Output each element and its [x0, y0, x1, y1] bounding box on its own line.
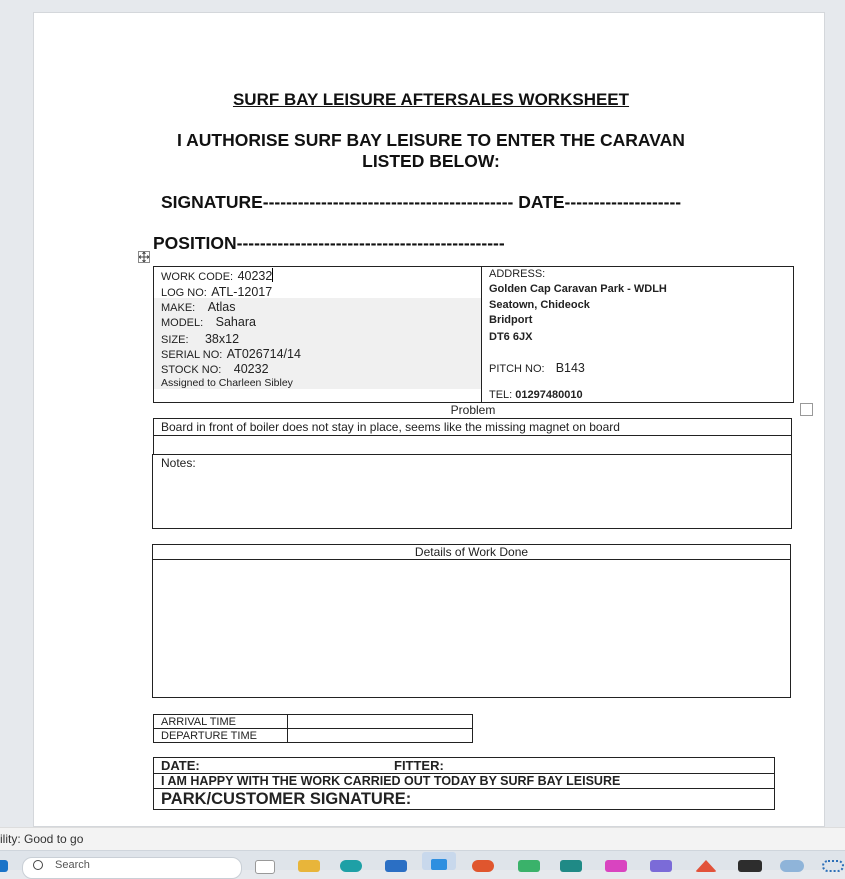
make-label: MAKE:	[161, 302, 196, 314]
problem-blank-row[interactable]	[153, 435, 792, 455]
problem-description-cell[interactable]	[153, 418, 792, 436]
search-app-icon[interactable]	[780, 860, 804, 872]
pitch-label: PITCH NO:	[489, 363, 545, 375]
outlook-icon[interactable]	[385, 860, 407, 872]
date-fitter-row[interactable]	[153, 757, 775, 774]
serial-label: SERIAL NO:	[161, 349, 223, 361]
pitch-row[interactable]	[489, 361, 585, 375]
work-done-header: Details of Work Done	[414, 545, 529, 559]
customer-signature-label: PARK/CUSTOMER SIGNATURE:	[161, 790, 412, 808]
terminal-icon[interactable]	[738, 860, 762, 872]
tel-value[interactable]: 01297480010	[515, 389, 583, 401]
make-value[interactable]: Atlas	[207, 300, 236, 314]
caravan-info-table	[153, 266, 794, 403]
authorisation-line-1: I AUTHORISE SURF BAY LEISURE TO ENTER THE CARAVAN	[177, 130, 685, 150]
happy-row[interactable]	[153, 773, 775, 789]
address-line-3: Bridport	[489, 314, 533, 326]
position-line: POSITION----------------------------------------------	[153, 233, 505, 253]
text-cursor	[272, 268, 273, 282]
size-value[interactable]: 38x12	[204, 332, 240, 346]
happy-statement: I AM HAPPY WITH THE WORK CARRIED OUT TODAY BY SURF BAY LEISURE	[161, 774, 621, 788]
stock-value[interactable]: 40232	[233, 362, 269, 376]
problem-header: Problem	[450, 403, 496, 417]
accessibility-status[interactable]: ility: Good to go	[0, 832, 84, 846]
start-icon[interactable]	[0, 860, 8, 872]
size-label: SIZE:	[161, 334, 189, 346]
file-explorer-icon[interactable]	[298, 860, 320, 872]
word-active-icon[interactable]	[422, 852, 456, 870]
taskbar-search-box[interactable]	[22, 857, 242, 879]
worksheet-title: SURF BAY LEISURE AFTERSALES WORKSHEET	[232, 90, 630, 109]
authorisation-line-2: LISTED BELOW:	[362, 151, 500, 171]
sheets-icon[interactable]	[518, 860, 540, 872]
log-no-value[interactable]: ATL-12017	[211, 285, 273, 299]
work-code-value[interactable]: 40232	[237, 269, 273, 283]
app-icon-teal[interactable]	[560, 860, 582, 872]
app-icon-pink[interactable]	[605, 860, 627, 872]
address-line-1: Golden Cap Caravan Park - WDLH	[489, 283, 667, 295]
arrival-label: ARRIVAL TIME	[161, 716, 236, 728]
address-line-2: Seatown, Chideock	[489, 299, 590, 311]
stock-label: STOCK NO:	[161, 364, 222, 376]
model-label: MODEL:	[161, 317, 204, 329]
serial-value[interactable]: AT026714/14	[226, 347, 301, 361]
work-done-cell[interactable]	[152, 559, 791, 698]
authorisation-text	[0, 130, 845, 172]
departure-row[interactable]	[153, 728, 473, 743]
departure-label: DEPARTURE TIME	[161, 730, 257, 742]
customer-signature-row[interactable]	[153, 788, 775, 810]
settings-icon[interactable]	[822, 860, 844, 872]
table-move-handle-icon[interactable]	[138, 251, 150, 263]
date-label: DATE:	[161, 758, 200, 773]
app-icon-red[interactable]	[695, 860, 717, 872]
address-label: ADDRESS:	[489, 268, 546, 280]
work-code-label: WORK CODE:	[161, 271, 234, 283]
tel-row[interactable]	[489, 389, 583, 401]
address-line-4: DT6 6JX	[489, 331, 533, 343]
log-no-label: LOG NO:	[161, 287, 207, 299]
chrome-icon[interactable]	[472, 860, 494, 872]
notes-cell[interactable]	[152, 454, 792, 529]
table-end-marker	[800, 403, 813, 416]
status-bar	[0, 827, 845, 850]
work-done-header-cell	[152, 544, 791, 560]
fitter-label: FITTER:	[394, 758, 444, 773]
assigned-to: Assigned to Charleen Sibley	[161, 377, 293, 389]
taskbar-search-label: Search	[55, 859, 90, 871]
problem-description: Board in front of boiler does not stay in place, seems like the missing magnet on board	[161, 420, 620, 434]
teams-icon[interactable]	[650, 860, 672, 872]
task-view-icon[interactable]	[255, 860, 275, 874]
edge-icon[interactable]	[340, 860, 362, 872]
tel-label: TEL:	[489, 389, 513, 401]
signature-date-line: SIGNATURE------------------------------------------- DATE--------------------	[161, 192, 682, 212]
pitch-value[interactable]: B143	[555, 361, 585, 375]
arrival-row[interactable]	[153, 714, 473, 729]
taskbar	[0, 850, 845, 870]
stock-row[interactable]	[161, 360, 269, 378]
model-row[interactable]	[161, 313, 256, 331]
model-value[interactable]: Sahara	[215, 315, 256, 329]
notes-label: Notes:	[161, 456, 196, 470]
